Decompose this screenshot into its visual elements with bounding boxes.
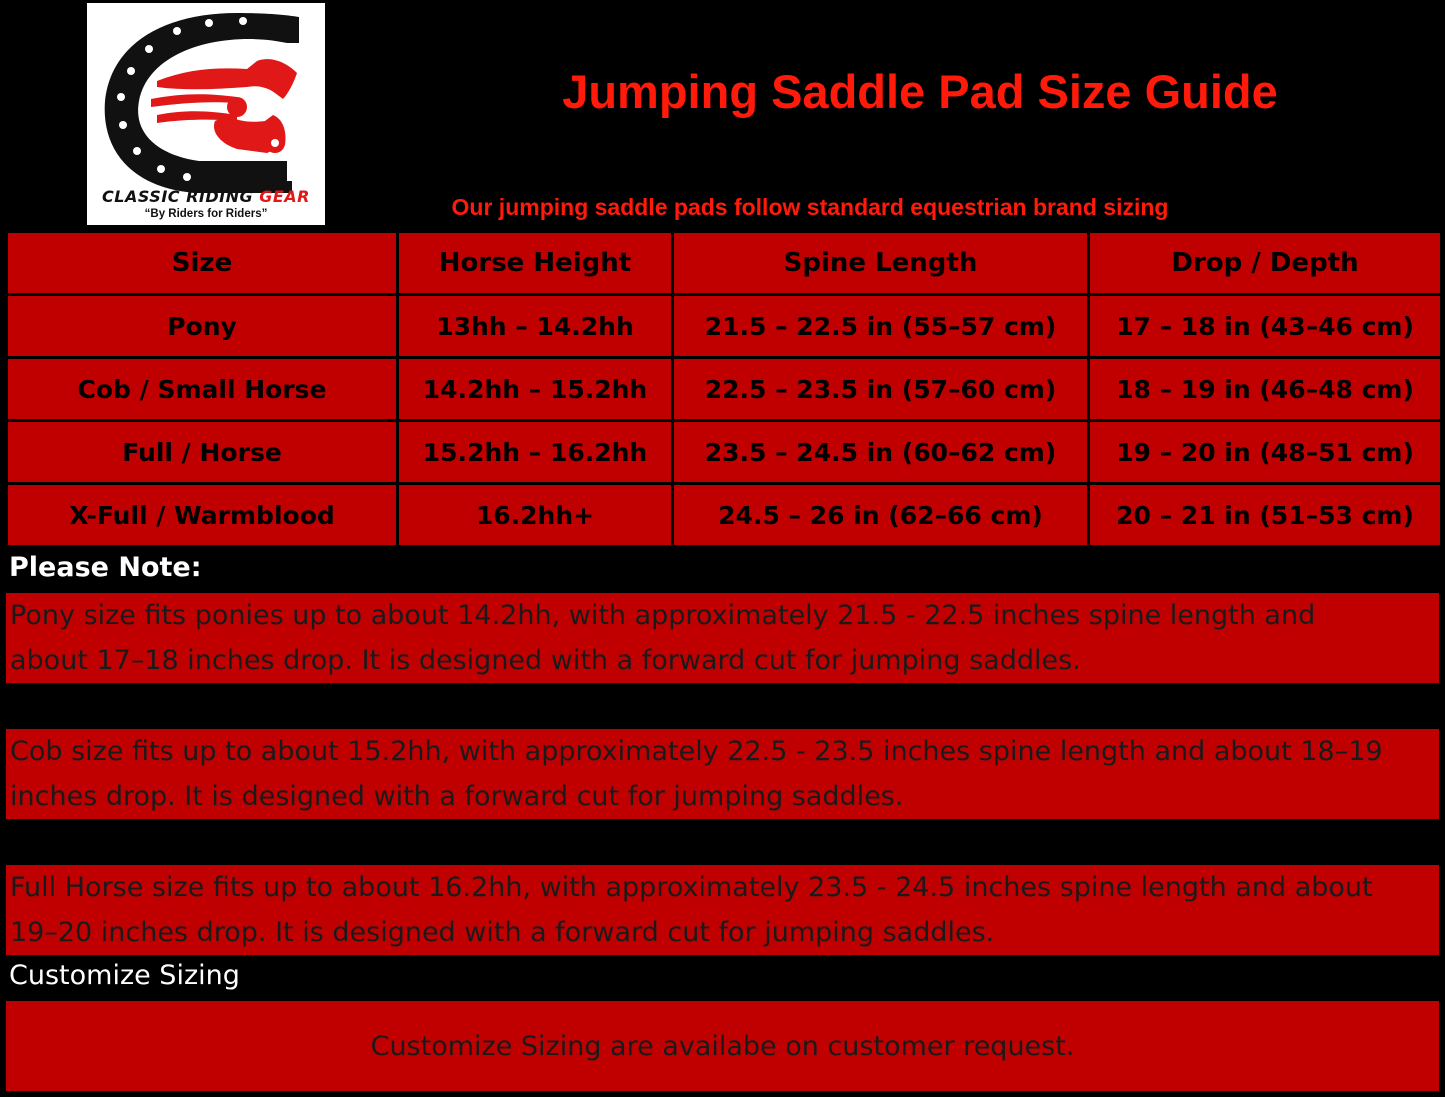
note-line: 19–20 inches drop. It is designed with a forward cut for jumping saddles. [10, 917, 995, 948]
note-pony [6, 593, 1439, 683]
size-cell: X-Full / Warmblood [8, 485, 396, 545]
note-full-horse [6, 865, 1439, 955]
table-row [8, 485, 1440, 545]
note-line: about 17–18 inches drop. It is designed with a forward cut for jumping saddles. [10, 645, 1081, 676]
spine-length-cell: 22.5 – 23.5 in (57–60 cm) [674, 359, 1087, 419]
brand-name: CLASSIC RIDING GEAR [102, 187, 310, 206]
table-row [8, 422, 1440, 482]
customize-heading: Customize Sizing [9, 960, 240, 991]
size-cell: Full / Horse [8, 422, 396, 482]
page-title: Jumping Saddle Pad Size Guide [562, 65, 1278, 118]
column-header-size: Size [8, 233, 396, 293]
spine-length-cell: 23.5 – 24.5 in (60–62 cm) [674, 422, 1087, 482]
column-header-drop-depth: Drop / Depth [1090, 233, 1440, 293]
horse-height-cell: 15.2hh – 16.2hh [399, 422, 671, 482]
horseshoe-rider-icon [87, 3, 325, 193]
horse-height-cell: 13hh – 14.2hh [399, 296, 671, 356]
column-header-spine-length: Spine Length [674, 233, 1087, 293]
horse-height-cell: 16.2hh+ [399, 485, 671, 545]
customize-text: Customize Sizing are availabe on customer request. [370, 1030, 1075, 1062]
note-line: Pony size fits ponies up to about 14.2hh, with approximately 21.5 - 22.5 inches spine length and [10, 600, 1316, 631]
drop-depth-cell: 17 – 18 in (43–46 cm) [1090, 296, 1440, 356]
note-line: Full Horse size fits up to about 16.2hh, with approximately 23.5 - 24.5 inches spine length and about [10, 872, 1373, 903]
size-cell: Cob / Small Horse [8, 359, 396, 419]
drop-depth-cell: 18 – 19 in (46–48 cm) [1090, 359, 1440, 419]
table-row [8, 296, 1440, 356]
size-cell: Pony [8, 296, 396, 356]
drop-depth-cell: 19 – 20 in (48–51 cm) [1090, 422, 1440, 482]
note-line: inches drop. It is designed with a forward cut for jumping saddles. [10, 781, 904, 812]
customize-box [6, 1001, 1439, 1091]
table-header-row [8, 233, 1440, 293]
column-header-horse-height: Horse Height [399, 233, 671, 293]
size-table [5, 230, 1443, 548]
drop-depth-cell: 20 – 21 in (51–53 cm) [1090, 485, 1440, 545]
note-line: Cob size fits up to about 15.2hh, with approximately 22.5 - 23.5 inches spine length and about 18–19 [10, 736, 1383, 767]
spine-length-cell: 21.5 – 22.5 in (55–57 cm) [674, 296, 1087, 356]
note-cob [6, 729, 1439, 819]
brand-tagline: “By Riders for Riders” [144, 208, 268, 220]
notes-heading: Please Note: [9, 552, 202, 583]
table-row [8, 359, 1440, 419]
brand-logo [87, 3, 325, 225]
horse-height-cell: 14.2hh – 15.2hh [399, 359, 671, 419]
page-subtitle: Our jumping saddle pads follow standard equestrian brand sizing [451, 194, 1169, 220]
spine-length-cell: 24.5 – 26 in (62–66 cm) [674, 485, 1087, 545]
